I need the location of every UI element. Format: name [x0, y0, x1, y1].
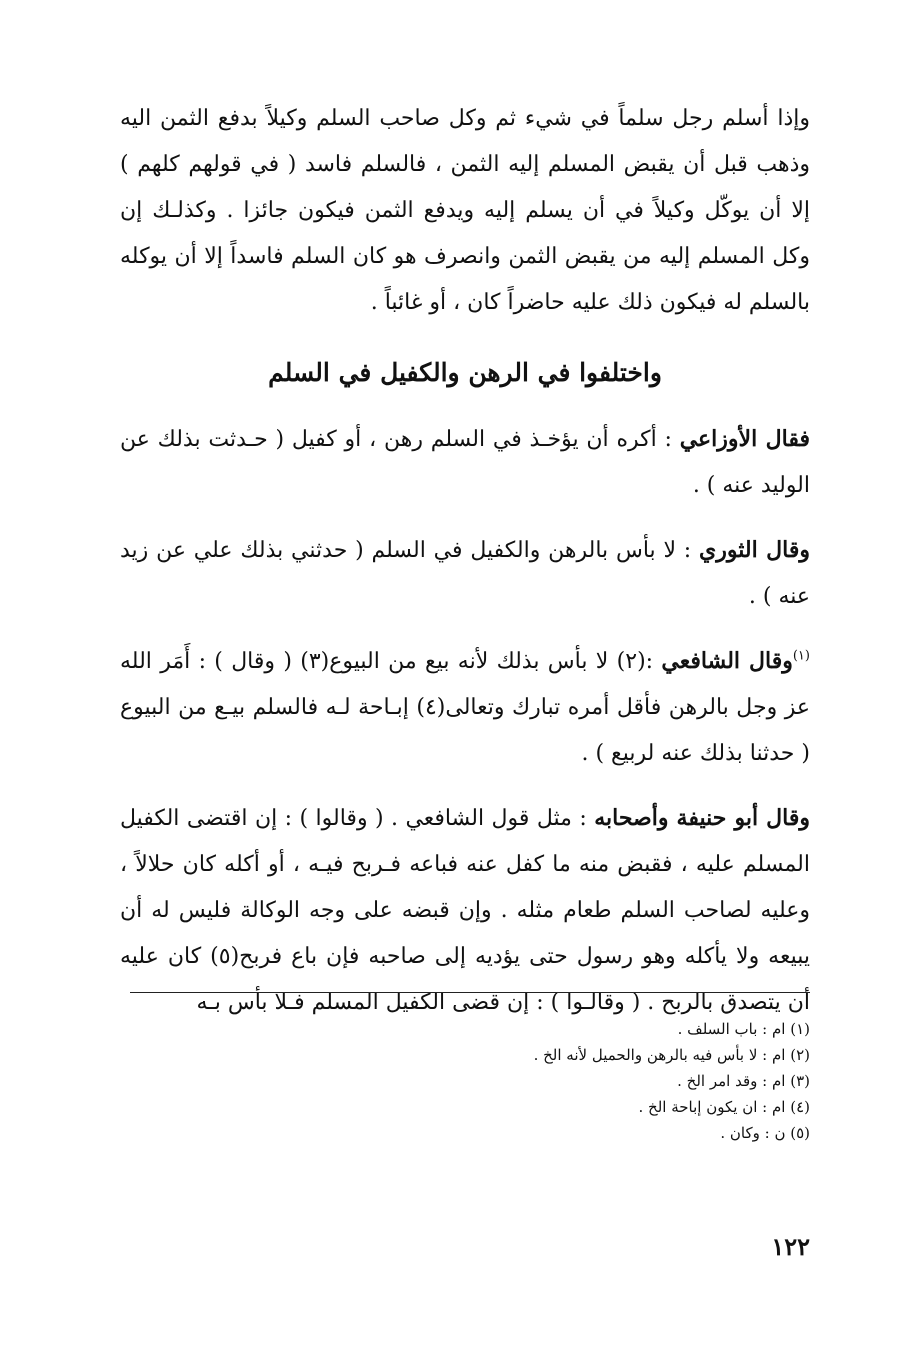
footnote-item: (٤) ام : ان يكون إباحة الخ .: [638, 1098, 810, 1116]
footnote-marker: (١): [792, 648, 810, 664]
speaker-name: وقال الشافعي: [661, 648, 793, 674]
paragraph-thawri: [120, 527, 810, 620]
speaker-name: وقال أبو حنيفة وأصحابه: [594, 805, 810, 831]
intro-paragraph: وإذا أسلم رجل سلماً في شيء ثم وكل صاحب السلم وكيلاً بدفع الثمن اليه وذهب قبل أن يقبض المسلم إليه الثمن ، فالسلم فاسد ( في قولهم كلهم ) إلا أن يوكّل وكيلاً في أن يسلم إليه ويدفع الثمن فيكون جائزا . وكذلـك إن وكل المسلم إليه من يقبض الثمن وانصرف هو كان السلم فاسداً إلا أن يوكله بالسلم له فيكون ذلك عليه حاضراً كان ، أو غائباً .: [120, 106, 810, 315]
paragraph-text: : مثل قول الشافعي . ( وقالوا ) : إن اقتضى الكفيل المسلم عليه ، فقبض منه ما كفل عنه فباعه فـربح فيـه ، أو أكله كان حلالاً ، وعليه لصاحب السلم طعام مثله . وإن قبضه على وجه الوكالة فليس له أن يبيعه ولا يأكله وهو رسول حتى يؤديه إلى صاحبه فإن باع فربح(٥) كان عليه أن يتصدق بالربح . ( وقالـوا ) : إن قضى الكفيل المسلم فـلا بأس بـه: [120, 806, 810, 1015]
footnote-item: (٥) ن : وكان .: [720, 1124, 810, 1142]
footnote-item: (١) ام : باب السلف .: [677, 1020, 810, 1038]
speaker-name: وقال الثوري: [699, 537, 810, 563]
footnote-item: (٣) ام : وقد امر الخ .: [677, 1072, 810, 1090]
footnote-divider: [130, 992, 810, 993]
footnotes-list: [250, 1016, 810, 1146]
speaker-name: فقال الأوزاعي: [679, 426, 810, 452]
paragraph-shafii: [120, 638, 810, 777]
footnote-item: (٢) ام : لا بأس فيه بالرهن والحميل لأنه الخ .: [533, 1046, 810, 1064]
page-number: ١٢٢: [771, 1232, 810, 1261]
paragraph-text: :(٢) لا بأس بذلك لأنه بيع من البيوع(٣) ( وقال ) : أَمَر الله عز وجل بالرهن فأقل أمره تبارك وتعالى(٤) إبـاحة لـه فالسلم بيـع من البيوع ( حدثنا بذلك عنه لربيع ) .: [120, 649, 810, 766]
paragraph-text: : لا بأس بالرهن والكفيل في السلم ( حدثني بذلك علي عن زيد عنه ) .: [120, 538, 810, 609]
paragraph-awzai: [120, 416, 810, 509]
section-heading: واختلفوا في الرهن والكفيل في السلم: [268, 358, 662, 387]
page-body: [120, 96, 810, 1372]
paragraph-text: : أكره أن يؤخـذ في السلم رهن ، أو كفيل ( حـدثت بذلك عن الوليد عنه ) .: [120, 427, 810, 498]
